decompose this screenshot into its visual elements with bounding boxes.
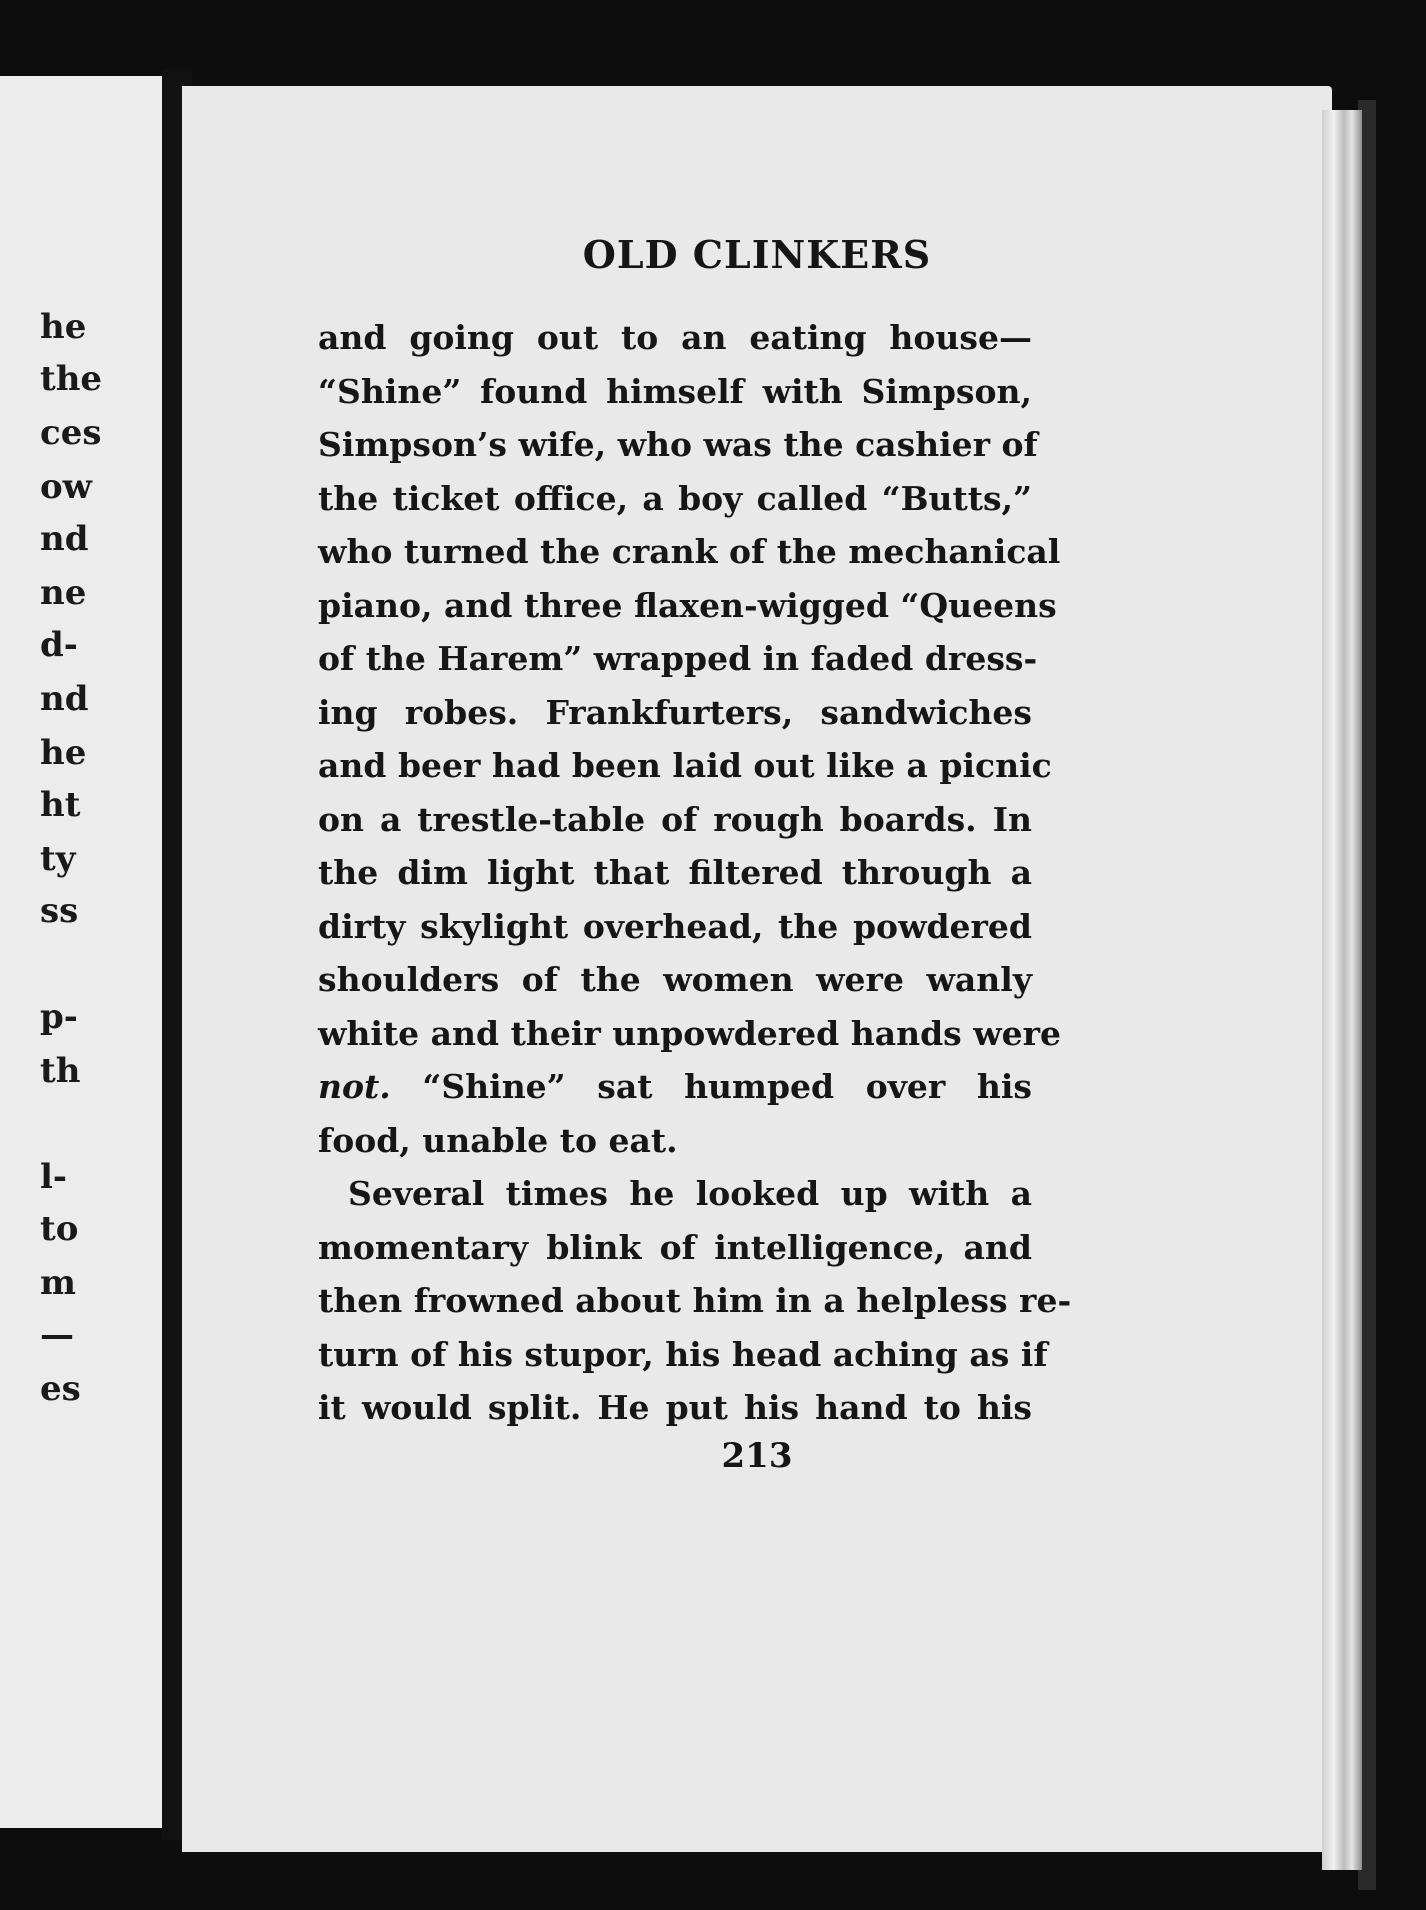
paragraph-end-line: food, unable to eat.	[318, 1120, 678, 1160]
text-line: who turned the crank of the mechanical	[318, 532, 1061, 571]
text-line-rest: “Shine” sat humped over his	[390, 1067, 1032, 1106]
text-line: Simpson’s wife, who was the cashier of	[318, 425, 1038, 464]
left-page-fragment: p-	[40, 997, 78, 1037]
left-page-fragment: to	[40, 1209, 79, 1249]
left-page-fragment: es	[40, 1369, 81, 1409]
left-page-fragment: he	[40, 307, 87, 347]
left-page-fragment: ow	[40, 467, 92, 507]
text-line: then frowned about him in a helpless re-	[318, 1281, 1072, 1320]
left-page-fragment: ty	[40, 839, 76, 879]
left-page-fragment: nd	[40, 679, 89, 719]
left-page-fragment: ces	[40, 413, 102, 453]
text-line: turn of his stupor, his head aching as if	[318, 1334, 1048, 1374]
text-line: the dim light that filtered through a	[318, 853, 1032, 892]
left-page-fragment: th	[40, 1051, 81, 1091]
left-page-fragment: —	[40, 1315, 74, 1355]
left-page-fragment: he	[40, 733, 87, 773]
left-page-fragment: nd	[40, 519, 89, 559]
left-page-fragment: m	[40, 1263, 76, 1303]
body-text	[318, 311, 1072, 1435]
left-page-fragment: ne	[40, 573, 87, 613]
text-line: momentary blink of intelligence, and	[318, 1227, 1032, 1267]
text-line: piano, and three flaxen-wigged “Queens	[318, 585, 1057, 625]
left-page-fragment: l-	[40, 1157, 68, 1197]
text-line: white and their unpowdered hands were	[318, 1013, 1062, 1053]
left-page-fragment: ht	[40, 785, 81, 825]
left-facing-page	[0, 76, 176, 1828]
text-line: dirty skylight overhead, the powdered	[318, 906, 1032, 946]
text-line: the ticket office, a boy called “Butts,”	[318, 478, 1032, 518]
text-line: “Shine” found himself with Simpson,	[318, 371, 1032, 411]
left-page-fragment: ss	[40, 891, 79, 931]
running-head: OLD CLINKERS	[582, 232, 932, 277]
text-line: on a trestle-table of rough boards. In	[318, 799, 1032, 839]
text-line: ing robes. Frankfurters, sandwiches	[318, 692, 1032, 732]
page-stack-edge	[1322, 110, 1362, 1870]
text-line	[318, 1060, 1032, 1114]
text-line: and going out to an eating house—	[318, 318, 1032, 357]
left-page-fragment: d-	[40, 625, 78, 665]
text-line: shoulders of the women were wanly	[318, 960, 1032, 999]
page-number: 213	[721, 1436, 793, 1476]
text-line: it would split. He put his hand to his	[318, 1388, 1032, 1427]
text-line: Several times he looked up with a	[348, 1174, 1032, 1213]
text-line: of the Harem” wrapped in faded dress-	[318, 639, 1038, 678]
text-line: and beer had been laid out like a picnic	[318, 746, 1052, 785]
left-page-fragment: the	[40, 359, 103, 399]
italic-word: not.	[318, 1067, 391, 1106]
